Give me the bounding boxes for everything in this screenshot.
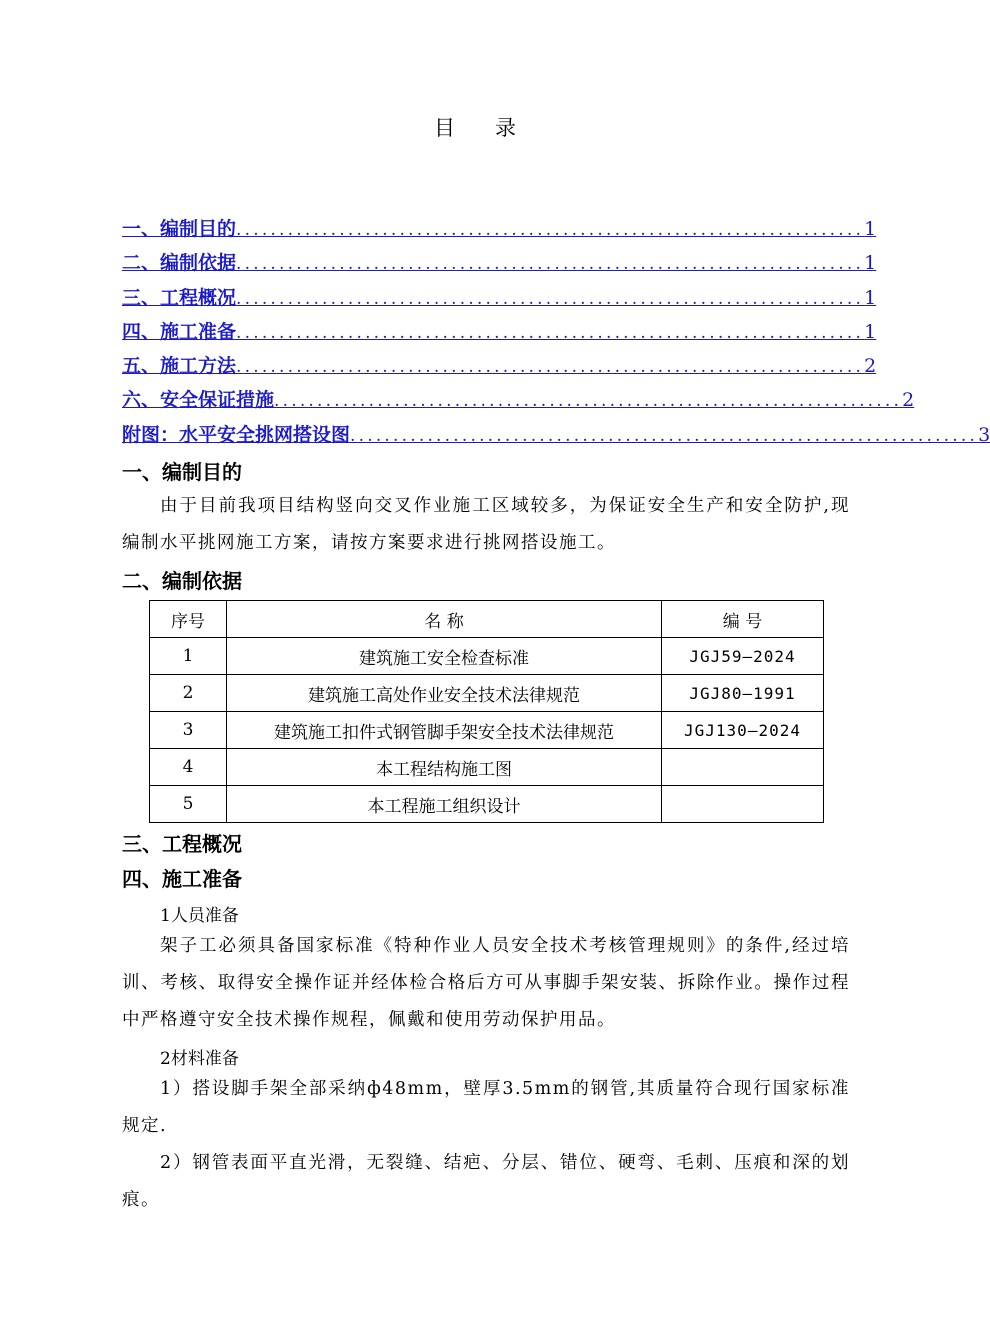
section-heading-preparation: 四、施工准备 (122, 867, 242, 891)
toc-label: 三、工程概况 (122, 286, 237, 309)
toc-page-number: 3 (978, 423, 990, 446)
toc-label: 附图：水平安全挑网搭设图 (122, 423, 351, 446)
toc-link-overview[interactable] (122, 283, 877, 317)
table-of-contents (122, 214, 990, 454)
cell-index: 3 (150, 712, 227, 749)
cell-index: 1 (150, 638, 227, 675)
table-row (150, 638, 824, 675)
toc-label: 二、编制依据 (122, 252, 237, 275)
cell-index: 2 (150, 675, 227, 712)
cell-index: 5 (150, 786, 227, 823)
materials-item-1: 1）搭设脚手架全部采纳ф48mm，壁厚3.5mm的钢管,其质量符合现行国家标准规定. (122, 1079, 850, 1136)
table-row (150, 712, 824, 749)
toc-page-number: 1 (864, 252, 877, 275)
toc-link-basis[interactable] (122, 248, 877, 282)
section-heading-basis: 二、编制依据 (122, 569, 242, 593)
cell-name: 建筑施工高处作业安全技术法律规范 (227, 675, 662, 712)
toc-link-purpose[interactable] (122, 214, 877, 248)
table-header-row (150, 601, 824, 638)
toc-page-number: 1 (864, 218, 877, 240)
subheading-materials: 2材料准备 (160, 1049, 239, 1069)
column-header-code: 编 号 (662, 601, 824, 638)
cell-code (662, 749, 824, 786)
toc-title (0, 112, 950, 142)
column-header-name: 名 称 (227, 601, 662, 638)
cell-name: 建筑施工安全检查标准 (227, 638, 662, 675)
toc-leader: ......................................................................... (350, 425, 979, 446)
cell-name: 本工程结构施工图 (227, 749, 662, 786)
toc-link-safety[interactable] (122, 385, 915, 419)
toc-label: 四、施工准备 (122, 320, 237, 343)
toc-page-number: 2 (902, 389, 915, 412)
toc-link-method[interactable] (122, 351, 877, 385)
cell-name: 本工程施工组织设计 (227, 786, 662, 823)
cell-index: 4 (150, 749, 227, 786)
subheading-personnel: 1人员准备 (160, 906, 239, 926)
personnel-paragraph: 架子工必须具备国家标准《特种作业人员安全技术考核管理规则》的条件,经过培训、考核、取得安全操作证并经体检合格后方可从事脚手架安装、拆除作业。操作过程中严格遵守安全技术操作规程，佩戴和使用劳动保护用品。 (122, 936, 850, 1030)
toc-leader: ......................................................................... (236, 322, 865, 343)
cell-code (662, 786, 824, 823)
toc-link-preparation[interactable] (122, 317, 877, 351)
toc-label: 五、施工方法 (122, 355, 237, 378)
cell-code: JGJ80—1991 (662, 675, 824, 712)
toc-title-char-2: 录 (495, 116, 516, 140)
cell-name: 建筑施工扣件式钢管脚手架安全技术法律规范 (227, 712, 662, 749)
toc-leader: ......................................................................... (274, 391, 903, 412)
toc-leader: ......................................................................... (236, 254, 865, 275)
cell-code: JGJ130—2024 (662, 712, 824, 749)
toc-title-char-1: 目 (434, 116, 455, 140)
toc-leader: ......................................................................... (236, 220, 865, 240)
table-row (150, 675, 824, 712)
table-row (150, 786, 824, 823)
table-row (150, 749, 824, 786)
toc-leader: ......................................................................... (236, 288, 865, 309)
toc-leader: ......................................................................... (236, 357, 865, 378)
toc-page-number: 1 (864, 320, 877, 343)
basis-table (149, 600, 824, 823)
section-heading-overview: 三、工程概况 (122, 832, 242, 856)
toc-page-number: 2 (864, 355, 877, 378)
section-heading-purpose: 一、编制目的 (122, 460, 242, 484)
toc-label: 六、安全保证措施 (122, 389, 275, 412)
toc-label: 一、编制目的 (122, 218, 237, 240)
toc-link-appendix[interactable] (122, 420, 990, 454)
purpose-paragraph: 由于目前我项目结构竖向交叉作业施工区域较多，为保证安全生产和安全防护,现编制水平挑网施工方案，请按方案要求进行挑网搭设施工。 (122, 496, 850, 553)
toc-page-number: 1 (864, 286, 877, 309)
column-header-index: 序号 (150, 601, 227, 638)
materials-item-2: 2）钢管表面平直光滑，无裂缝、结疤、分层、错位、硬弯、毛刺、压痕和深的划痕。 (122, 1153, 850, 1210)
cell-code: JGJ59—2024 (662, 638, 824, 675)
